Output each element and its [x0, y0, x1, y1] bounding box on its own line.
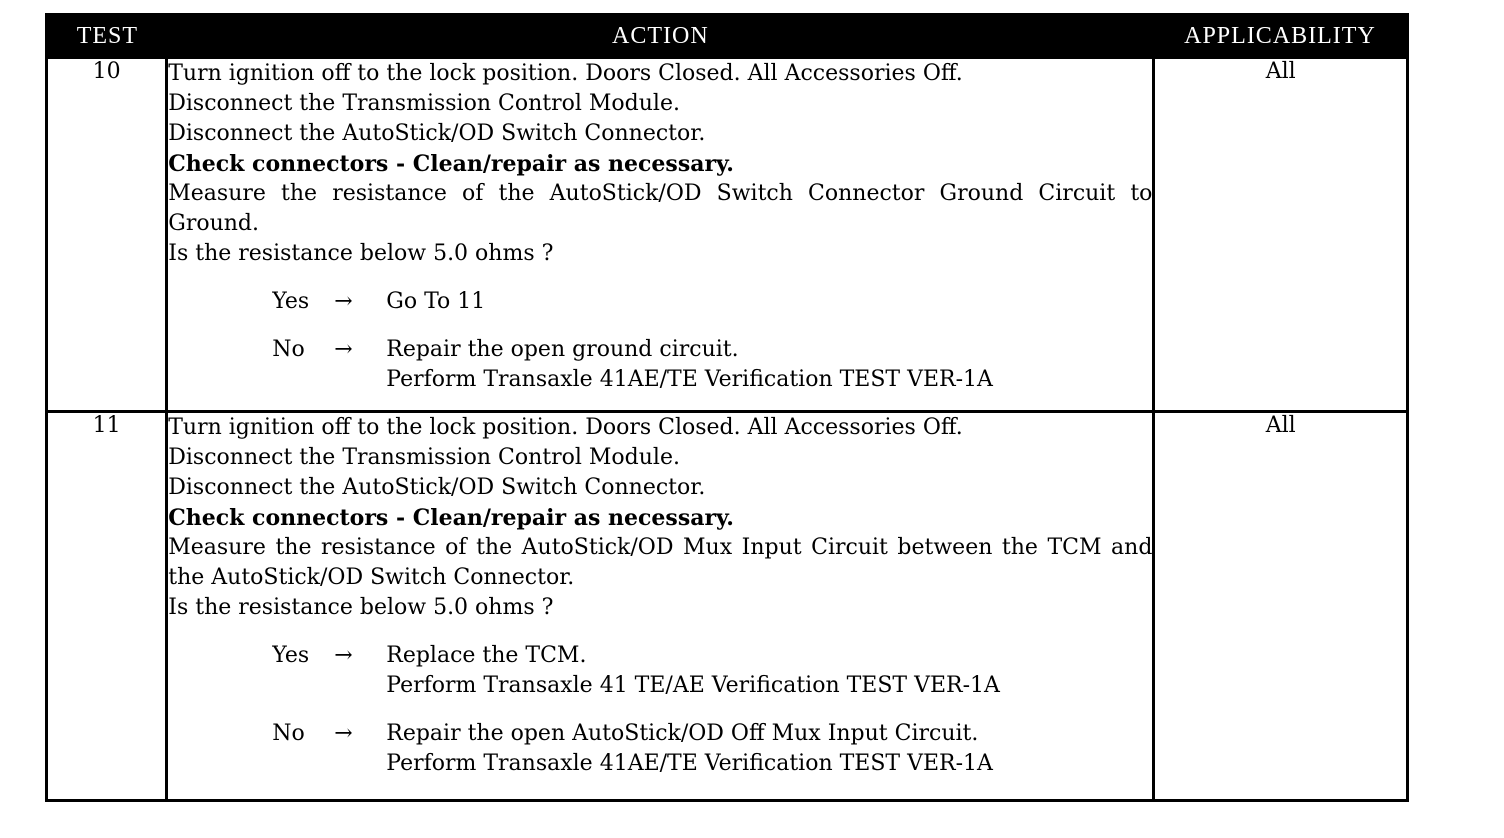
action-question: Is the resistance below 5.0 ohms ?	[168, 241, 554, 266]
outcome-yes	[272, 641, 1152, 701]
outcome-result	[386, 641, 1000, 701]
outcome-no	[272, 335, 1152, 395]
result-line: Perform Transaxle 41AE/TE Verification TEST VER-1A	[386, 751, 993, 776]
header-test: TEST	[47, 15, 167, 58]
test-row	[47, 58, 1408, 412]
outcome-result	[386, 719, 993, 779]
test-number: 10	[47, 58, 167, 412]
action-check-connectors: Check connectors - Clean/repair as necessary.	[168, 505, 734, 531]
diagnostic-test-table	[45, 13, 1409, 802]
answer-yes: Yes	[272, 643, 310, 668]
action-step: Measure the resistance of the AutoStick/OD Switch Connector Ground Circuit to Ground.	[168, 181, 1153, 236]
header-applicability: APPLICABILITY	[1154, 15, 1408, 58]
test-number: 11	[47, 412, 167, 801]
outcome-result	[386, 287, 485, 317]
answer-no: No	[272, 721, 305, 746]
result-line: Go To 11	[386, 289, 486, 314]
action-step: Turn ignition off to the lock position. Doors Closed. All Accessories Off.	[168, 415, 963, 440]
test-row	[47, 412, 1408, 801]
action-question: Is the resistance below 5.0 ohms ?	[168, 595, 554, 620]
action-step: Disconnect the Transmission Control Module.	[168, 445, 680, 470]
arrow-right-icon: →	[334, 337, 353, 362]
outcome-yes	[272, 287, 1152, 317]
action-step: Measure the resistance of the AutoStick/OD Mux Input Circuit between the TCM and the AutoStick/OD Switch Connector.	[168, 535, 1153, 590]
action-step: Turn ignition off to the lock position. Doors Closed. All Accessories Off.	[168, 61, 963, 86]
result-line: Perform Transaxle 41AE/TE Verification TEST VER-1A	[386, 367, 993, 392]
result-line: Perform Transaxle 41 TE/AE Verification TEST VER-1A	[386, 673, 1000, 698]
action-step: Disconnect the Transmission Control Module.	[168, 91, 680, 116]
arrow-right-icon: →	[334, 643, 353, 668]
action-check-connectors: Check connectors - Clean/repair as necessary.	[168, 151, 734, 177]
arrow-right-icon: →	[334, 721, 353, 746]
answer-no: No	[272, 337, 305, 362]
result-line: Replace the TCM.	[386, 643, 587, 668]
answer-yes: Yes	[272, 289, 310, 314]
applicability-value: All	[1154, 412, 1408, 801]
applicability-value: All	[1154, 58, 1408, 412]
action-cell	[167, 412, 1154, 801]
result-line: Repair the open ground circuit.	[386, 337, 739, 362]
arrow-right-icon: →	[334, 289, 353, 314]
header-action: ACTION	[167, 15, 1154, 58]
header-row	[47, 15, 1408, 58]
action-cell	[167, 58, 1154, 412]
action-step: Disconnect the AutoStick/OD Switch Connector.	[168, 121, 706, 146]
action-step: Disconnect the AutoStick/OD Switch Connector.	[168, 475, 706, 500]
outcome-no	[272, 719, 1152, 779]
outcome-result	[386, 335, 993, 395]
result-line: Repair the open AutoStick/OD Off Mux Input Circuit.	[386, 721, 979, 746]
